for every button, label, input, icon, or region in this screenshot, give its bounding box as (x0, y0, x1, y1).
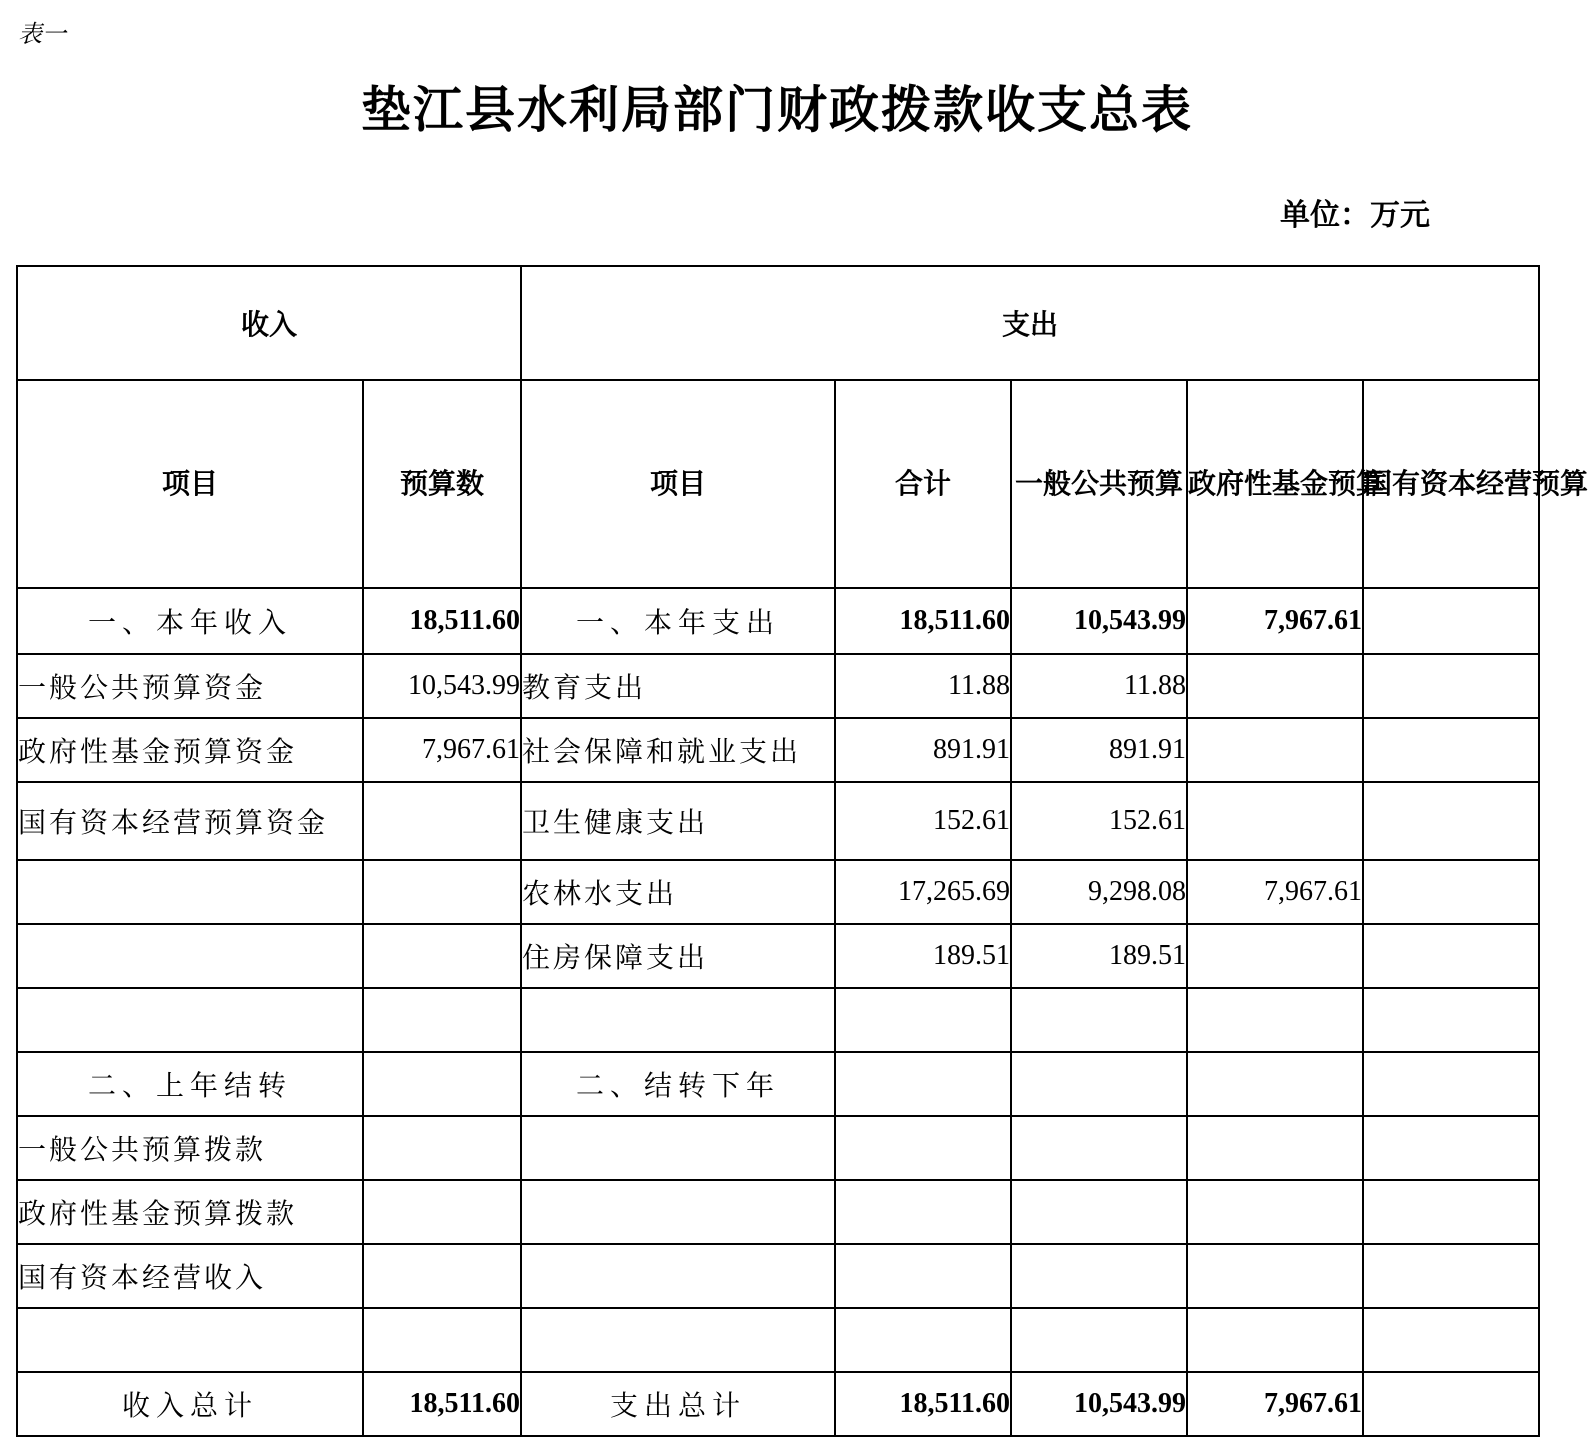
income-amount-cell (363, 1244, 521, 1308)
general-budget-cell: 189.51 (1011, 924, 1187, 988)
budget-table (16, 265, 1588, 1437)
general-budget-cell (1011, 1052, 1187, 1116)
table-row (17, 1180, 1539, 1244)
total-cell: 18,511.60 (835, 1372, 1011, 1436)
total-cell: 891.91 (835, 718, 1011, 782)
total-cell (835, 1052, 1011, 1116)
expense-item-cell: 社会保障和就业支出 (521, 718, 835, 782)
gov-fund-budget-cell (1187, 1180, 1363, 1244)
total-cell (835, 1116, 1011, 1180)
total-cell: 189.51 (835, 924, 1011, 988)
expense-item-cell: 教育支出 (521, 654, 835, 718)
expense-item-cell: 二、结转下年 (521, 1052, 835, 1116)
expense-item-header: 项目 (521, 380, 835, 588)
expense-item-cell (521, 1180, 835, 1244)
state-capital-budget-cell (1363, 988, 1539, 1052)
income-item-cell: 一般公共预算资金 (17, 654, 363, 718)
table-row (17, 718, 1539, 782)
income-item-cell: 国有资本经营收入 (17, 1244, 363, 1308)
income-amount-cell (363, 860, 521, 924)
expense-item-cell: 农林水支出 (521, 860, 835, 924)
expense-item-cell (521, 988, 835, 1052)
total-cell: 11.88 (835, 654, 1011, 718)
general-budget-header: 一般公共预算 (1011, 380, 1187, 588)
state-capital-budget-cell (1363, 1052, 1539, 1116)
general-budget-cell: 10,543.99 (1011, 1372, 1187, 1436)
income-item-cell (17, 988, 363, 1052)
income-amount-cell: 7,967.61 (363, 718, 521, 782)
income-amount-cell (363, 1180, 521, 1244)
income-amount-cell (363, 1052, 521, 1116)
expense-item-cell: 卫生健康支出 (521, 782, 835, 860)
income-budget-header: 预算数 (363, 380, 521, 588)
gov-fund-budget-cell (1187, 1308, 1363, 1372)
general-budget-cell: 10,543.99 (1011, 588, 1187, 654)
general-budget-cell (1011, 1180, 1187, 1244)
state-capital-budget-cell (1363, 1180, 1539, 1244)
total-cell (835, 1180, 1011, 1244)
table-row (17, 1308, 1539, 1372)
table-row (17, 1372, 1539, 1436)
unit-label: 单位：万元 (1280, 198, 1430, 233)
state-capital-budget-cell (1363, 924, 1539, 988)
gov-fund-budget-cell (1187, 1244, 1363, 1308)
general-budget-cell (1011, 1244, 1187, 1308)
general-budget-cell: 9,298.08 (1011, 860, 1187, 924)
gov-fund-budget-cell (1187, 718, 1363, 782)
table-row (17, 1052, 1539, 1116)
gov-fund-budget-cell: 7,967.61 (1187, 588, 1363, 654)
income-item-cell: 政府性基金预算资金 (17, 718, 363, 782)
income-item-cell: 一般公共预算拨款 (17, 1116, 363, 1180)
income-amount-cell (363, 1308, 521, 1372)
income-item-cell (17, 1308, 363, 1372)
table-row (17, 1244, 1539, 1308)
income-item-cell: 政府性基金预算拨款 (17, 1180, 363, 1244)
table-row (17, 588, 1539, 654)
gov-fund-budget-cell: 7,967.61 (1187, 1372, 1363, 1436)
table-row (17, 988, 1539, 1052)
general-budget-cell: 152.61 (1011, 782, 1187, 860)
header-row-sub (17, 380, 1539, 588)
total-cell (835, 1244, 1011, 1308)
gov-fund-budget-cell (1187, 988, 1363, 1052)
income-item-cell: 二、上年结转 (17, 1052, 363, 1116)
expense-item-cell (521, 1116, 835, 1180)
state-capital-budget-cell (1363, 1308, 1539, 1372)
table-row (17, 654, 1539, 718)
table-row (17, 860, 1539, 924)
state-capital-budget-cell (1363, 1372, 1539, 1436)
table-row (17, 924, 1539, 988)
gov-fund-budget-cell: 7,967.61 (1187, 860, 1363, 924)
income-item-cell: 收入总计 (17, 1372, 363, 1436)
expense-item-cell (521, 1244, 835, 1308)
table-row (17, 782, 1539, 860)
table-row (17, 1116, 1539, 1180)
income-amount-cell: 10,543.99 (363, 654, 521, 718)
state-capital-budget-cell (1363, 1116, 1539, 1180)
expense-item-cell (521, 1308, 835, 1372)
income-amount-cell (363, 924, 521, 988)
general-budget-cell: 891.91 (1011, 718, 1187, 782)
general-budget-cell: 11.88 (1011, 654, 1187, 718)
income-item-cell: 一、本年收入 (17, 588, 363, 654)
expense-item-cell: 支出总计 (521, 1372, 835, 1436)
state-capital-budget-cell (1363, 588, 1539, 654)
state-capital-budget-cell (1363, 1244, 1539, 1308)
income-item-cell (17, 924, 363, 988)
expense-header: 支出 (521, 266, 1539, 380)
expense-item-cell: 住房保障支出 (521, 924, 835, 988)
general-budget-cell (1011, 988, 1187, 1052)
total-cell: 18,511.60 (835, 588, 1011, 654)
gov-fund-budget-cell (1187, 782, 1363, 860)
income-item-header: 项目 (17, 380, 363, 588)
general-budget-cell (1011, 1308, 1187, 1372)
income-item-cell: 国有资本经营预算资金 (17, 782, 363, 860)
income-amount-cell: 18,511.60 (363, 1372, 521, 1436)
table-number: 表一 (18, 20, 66, 48)
state-capital-budget-cell (1363, 782, 1539, 860)
income-header: 收入 (17, 266, 521, 380)
income-amount-cell (363, 782, 521, 860)
income-item-cell (17, 860, 363, 924)
gov-fund-budget-cell (1187, 1116, 1363, 1180)
gov-fund-budget-cell (1187, 924, 1363, 988)
page-title: 垫江县水利局部门财政拨款收支总表 (361, 80, 1193, 139)
total-cell: 17,265.69 (835, 860, 1011, 924)
gov-fund-budget-cell (1187, 1052, 1363, 1116)
general-budget-cell (1011, 1116, 1187, 1180)
header-row-top (17, 266, 1539, 380)
state-capital-budget-cell (1363, 654, 1539, 718)
income-amount-cell (363, 1116, 521, 1180)
total-cell (835, 1308, 1011, 1372)
income-amount-cell (363, 988, 521, 1052)
state-capital-budget-cell (1363, 718, 1539, 782)
state-capital-budget-header: 国有资本经营预算 (1363, 380, 1539, 588)
expense-item-cell: 一、本年支出 (521, 588, 835, 654)
total-cell: 152.61 (835, 782, 1011, 860)
income-amount-cell: 18,511.60 (363, 588, 521, 654)
gov-fund-budget-cell (1187, 654, 1363, 718)
state-capital-budget-cell (1363, 860, 1539, 924)
total-cell (835, 988, 1011, 1052)
total-header: 合计 (835, 380, 1011, 588)
gov-fund-budget-header: 政府性基金预算 (1187, 380, 1363, 588)
